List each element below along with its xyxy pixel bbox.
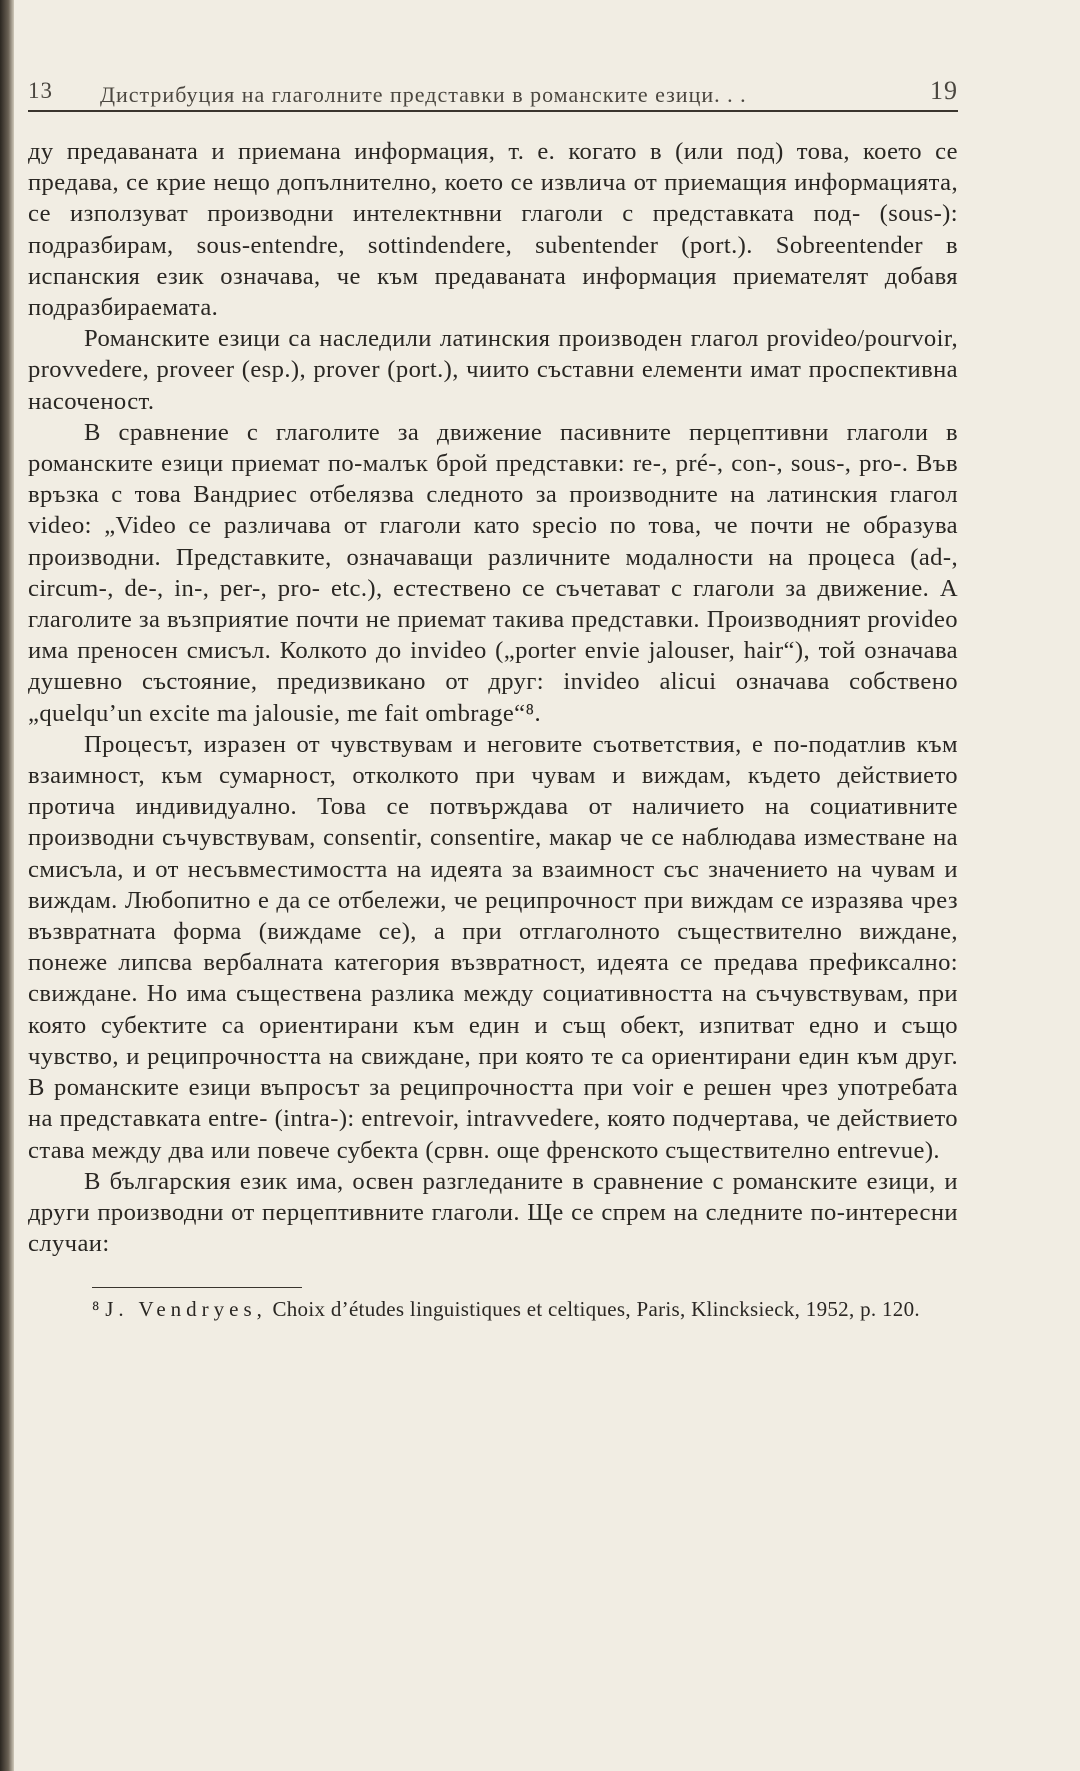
footnote-marker: ⁸ [92,1297,100,1322]
page-number: 19 [930,76,958,105]
footnote-author: J. Vendryes, [105,1297,267,1322]
paragraph-3: В сравнение с глаголите за движение пасивните перцептивни глаголи в романските езици приемат по-малък брой представки: re-, pré-, con-, sous-, pro-. Във връзка с това Вандриес отбелязва следното за производните на латинския глагол video: „Video се различава от глаголи като specio по това, че почти не образува производни. Представките, означаващи различните модалности на процеса (ad-, circum-, de-, in-, per-, pro- etc.), естествено се съчетават с глаголи за движение. А глаголите за възприятие почти не приемат такива представки. Производният provideo има преносен смисъл. Колкото до invideo („porter envie jalouser, hair“), той означава душевно състояние, предизвикано от друг: invideo alicui означава собствено „quelqu’un excite ma jalousie, me fait ombrage“⁸. [28,418,958,727]
paragraph-2: Романските езици са наследили латинския производен глагол provideo/pourvoir, provvedere, proveer (esp.), prover (port.), чиито съставни елементи имат проспективна насоченост. [28,325,958,415]
book-spine-shadow [0,0,14,1771]
running-header [28,70,958,112]
paragraph-5: В българския език има, освен разгледаните в сравнение с романските езици, и други производни от перцептивните глаголи. Ще се спрем на следните по-интересни случаи: [28,1167,958,1258]
paragraph-4: Процесът, изразен от чувствувам и неговите съответствия, е по-податлив към взаимност, към сумарност, отколкото при чувам и виждам, където действието протича индивидуално. Това се потвърждава от наличието на социативните производни съчувствувам, consentir, consentire, макар че се наблюдава изместване на смисъла, и от несъвместимостта на идеята за взаимност със значението на чувам и виждам. Любопитно е да се отбележи, че реципрочност при виждам се изразява чрез възвратната форма (виждаме се), а при отглаголното съществително виждане, понеже липсва вербалната категория възвратност, идеята се предава префиксално: свиждане. Но има съществена разлика между социативността на съчувствувам, при която субектите са ориентирани към един и същ обект, изпитват едно и също чувство, и реципрочността на свиждане, при която те са ориентирани един към друг. В романските езици въпросът за реципрочността при voir е решен чрез употребата на представката entre- (intra-): entrevoir, intravvedere, която подчертава, че действието става между два или повече субекта (срвн. още френското съществително entrevue). [28,730,958,1164]
paragraph-1: ду предаваната и приемана информация, т. е. когато в (или под) това, което се предава, се крие нещо допълнително, което се извлича от приемащия информацията, се използуват производни интелектнвни глаголи с представката под- (sous-): подразбирам, sous-entendre, sottindendere, subentender (port.). Sobreentender в испанския език означава, че към предаваната информация приемателят добавя подразбираемата. [28,138,958,322]
footnote [28,1296,958,1323]
footnote-divider [92,1287,302,1288]
body-text [28,136,958,1259]
document-page [28,70,958,1323]
footnote-text: Choix d’études linguistiques et celtiques, Paris, Klincksieck, 1952, p. 120. [272,1297,920,1322]
header-left-number: 13 [28,78,53,103]
header-title: Дистрибуция на глаголните представки в романските езици. . . [100,82,747,107]
